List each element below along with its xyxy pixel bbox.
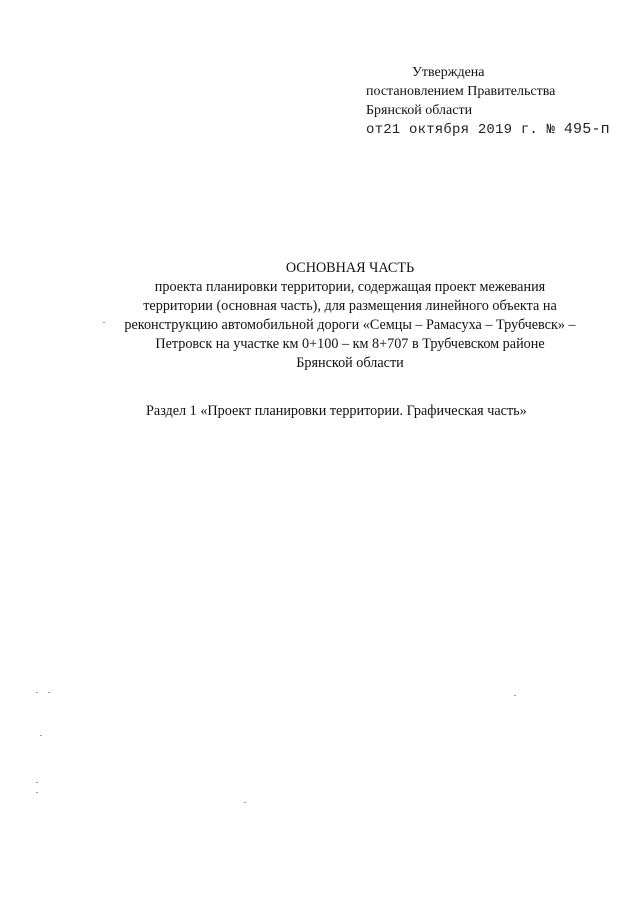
scan-speck bbox=[36, 792, 38, 793]
document-main-title bbox=[60, 259, 640, 373]
scan-speck bbox=[40, 735, 42, 736]
stamp-prefix: от bbox=[366, 122, 384, 138]
main-text-line: Петровск на участке км 0+100 – км 8+707 в Трубчевском районе bbox=[155, 336, 545, 352]
scan-speck bbox=[514, 695, 516, 696]
scan-speck bbox=[36, 782, 38, 783]
stamp-date: 21 октября 2019 г. № bbox=[383, 122, 556, 138]
approval-decree-line: постановлением Правительства bbox=[366, 84, 556, 99]
approval-region-line: Брянской области bbox=[366, 103, 473, 118]
scan-speck bbox=[244, 802, 246, 803]
main-text-line: территории (основная часть), для размещения линейного объекта на bbox=[143, 298, 557, 314]
main-text-line: реконструкцию автомобильной дороги «Семцы – Рамасуха – Трубчевск» – bbox=[124, 317, 576, 333]
stamp-number: 495-п bbox=[563, 121, 610, 138]
scan-speck bbox=[103, 322, 105, 323]
section-title: Раздел 1 «Проект планировки территории. Графическая часть» bbox=[146, 403, 527, 419]
approval-date-stamp bbox=[366, 120, 616, 140]
approval-block bbox=[366, 63, 616, 140]
approval-title: Утверждена bbox=[412, 65, 485, 80]
scan-speck bbox=[48, 692, 50, 693]
scan-speck bbox=[36, 692, 38, 693]
main-text-line: Брянской области bbox=[296, 355, 404, 371]
main-heading: ОСНОВНАЯ ЧАСТЬ bbox=[285, 260, 415, 276]
main-text-line: проекта планировки территории, содержащая проект межевания bbox=[154, 279, 546, 295]
